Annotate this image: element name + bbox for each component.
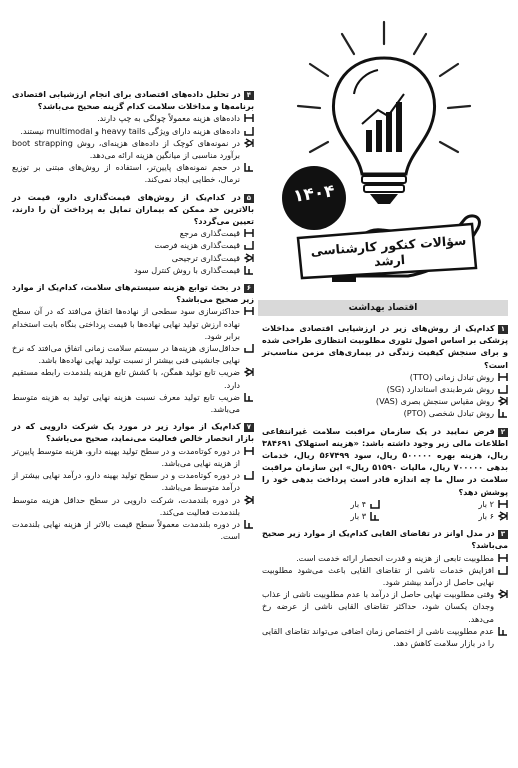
option-1[interactable]: قیمت‌گذاری مرجع <box>12 227 254 239</box>
option-3[interactable]: در دوره بلندمدت، شرکت دارویی در سطح حداقل هزینه متوسط بلندمدت فعالیت می‌کند. <box>12 494 254 518</box>
question-number: ۶ <box>244 284 254 293</box>
option-1[interactable]: داده‌های هزینه معمولاً چولگی به چپ دارند. <box>12 112 254 124</box>
option-3[interactable]: ۶ بار <box>390 510 508 522</box>
question-2 <box>262 425 508 523</box>
question-text: در مدل اوانز در تقاضای القایی کدام‌یک از موارد زیر صحیح می‌باشد؟ <box>262 528 508 551</box>
question-3 <box>262 527 508 649</box>
option-mark-2-icon <box>497 384 508 394</box>
question-number: ۳ <box>498 530 508 539</box>
question-text: کدام‌یک از موارد زیر در مورد یک شرکت دارویی که در بازار انحصار خالص فعالیت می‌نماید، صحیح می‌باشد؟ <box>12 421 254 444</box>
question-number: ۷ <box>244 423 254 432</box>
option-mark-1-icon <box>243 446 254 456</box>
option-2[interactable]: حداقل‌سازی هزینه‌ها در سیستم سلامت زمانی اتفاق می‌افتد که نرخ نهایی جانشینی فنی بیشتر از نسبت تولید نهایی نهاده‌ها باشد. <box>12 342 254 366</box>
option-mark-3-icon <box>497 396 508 406</box>
question-7 <box>12 420 254 542</box>
option-1[interactable]: حداکثرسازی سود سطحی از نهاده‌ها اتفاق می‌افتد که در آن سطح نهاده ارزش تولید نهایی نهاده‌ها با قیمت پرداختی بنگاه بابت استخدام برابر شود. <box>12 305 254 342</box>
option-mark-3-icon <box>243 367 254 377</box>
option-mark-3-icon <box>497 511 508 521</box>
option-mark-2-icon <box>369 499 380 509</box>
option-mark-2-icon <box>243 240 254 250</box>
option-mark-2-icon <box>243 126 254 136</box>
option-4[interactable]: در دوره بلندمدت معمولاً سطح قیمت بالاتر از هزینه نهایی بلندمدت است. <box>12 518 254 542</box>
question-text: کدام‌یک از روش‌های زیر در ارزشیابی اقتصادی مداخلات پزشکی بر اساس اصول تئوری مطلوبیت انتظاری طراحی شده و برای سنجش کیفیت زندگی در بیماری‌های مزمن مناسب‌تر است؟ <box>262 323 508 370</box>
question-number: ۵ <box>244 194 254 203</box>
question-number: ۴ <box>244 91 254 100</box>
exam-logo <box>258 2 508 298</box>
option-2[interactable]: افزایش خدمات ناشی از تقاضای القایی باعث می‌شود مطلوبیت نهایی حاصل از درآمد بیشتر شود. <box>262 564 508 588</box>
option-2[interactable]: در دوره کوتاه‌مدت و در سطح تولید بهینه دارو، درآمد نهایی بیشتر از درآمد متوسط می‌باشد. <box>12 469 254 493</box>
option-2[interactable]: داده‌های هزینه دارای ویژگی heavy tails و multimodal نیستند. <box>12 125 254 137</box>
logo-year: ۱۴۰۴ <box>292 181 336 207</box>
option-mark-1-icon <box>497 553 508 563</box>
option-mark-1-icon <box>243 306 254 316</box>
option-mark-2-icon <box>497 565 508 575</box>
option-mark-1-icon <box>497 499 508 509</box>
question-text: در تحلیل داده‌های اقتصادی برای انجام ارزشیابی اقتصادی برنامه‌ها و مداخلات سلامت کدام گزینه صحیح می‌باشد؟ <box>12 89 254 112</box>
option-mark-4-icon <box>243 162 254 172</box>
question-number: ۱ <box>498 325 508 334</box>
option-mark-4-icon <box>497 626 508 636</box>
option-mark-1-icon <box>243 228 254 238</box>
option-mark-2-icon <box>243 343 254 353</box>
option-1[interactable]: ۲ بار <box>390 498 508 510</box>
question-6 <box>12 281 254 415</box>
question-text: در کدام‌یک از روش‌های قیمت‌گذاری دارو، قیمت در بالاترین حد ممکن که بیماران تمایل به پرداخت آن را دارند، تعیین می‌گردد؟ <box>12 191 254 227</box>
option-1[interactable]: روش تبادل زمانی (TTO) <box>262 371 508 383</box>
option-mark-3-icon <box>243 495 254 505</box>
option-4[interactable]: ۳ بار <box>262 510 380 522</box>
option-mark-4-icon <box>243 265 254 275</box>
option-mark-4-icon <box>243 392 254 402</box>
option-4[interactable]: در حجم نمونه‌های پایین‌تر، استفاده از روش‌های مبتنی بر توزیع نرمال، خطایی ایجاد نمی‌کند. <box>12 161 254 185</box>
option-1[interactable]: مطلوبیت تابعی از هزینه و قدرت انحصار ارائه خدمت است. <box>262 552 508 564</box>
right-column <box>262 322 508 654</box>
option-3[interactable]: قیمت‌گذاری ترجیحی <box>12 252 254 264</box>
option-4[interactable]: ضریب تابع تولید معرف نسبت هزینه نهایی تولید به هزینه متوسط می‌باشد. <box>12 391 254 415</box>
option-mark-2-icon <box>243 470 254 480</box>
question-text: در بحث توابع هزینه سیستم‌های سلامت، کدام‌یک از موارد زیر صحیح می‌باشد؟ <box>12 282 254 305</box>
logo-title: سؤالات کنکور کارشناسی ارشد <box>310 232 467 270</box>
section-banner: اقتصاد بهداشت <box>258 300 508 316</box>
question-text: فرض نمایید در یک سازمان مراقبت سلامت غیرانتفاعی اطلاعات مالی زیر وجود داشته باشد: «هزینه استهلاک ۳۸۴۶۹۱ ریال، هزینه بهره ۵۰۰۰۰۰ ریال، سود ۵۶۷۴۹۹ ریال، خدمات بدهی ۷۰۰۰۰۰ ریال، مالیات ۵۱۵۹۰ ریال» این سازمان مراقبت سلامت در سال ما چه اندازه قادر است پرداخت بدهی خود را پوشش دهد؟ <box>262 425 509 497</box>
option-2[interactable]: ۴ بار <box>262 498 380 510</box>
question-5 <box>12 191 254 276</box>
option-mark-3-icon <box>243 138 254 148</box>
option-2[interactable]: روش شرط‌بندی استاندارد (SG) <box>262 383 508 395</box>
option-mark-4-icon <box>243 519 254 529</box>
option-3[interactable]: وقتی مطلوبیت نهایی حاصل از درآمد با عدم مطلوبیت ناشی از عذاب وجدان یکسان شود، حداکثر تقاضای القایی ناشی از عرضه رخ می‌دهد. <box>262 588 508 625</box>
option-mark-4-icon <box>369 511 380 521</box>
option-mark-1-icon <box>497 372 508 382</box>
option-4[interactable]: عدم مطلوبیت ناشی از اختصاص زمان اضافی می‌تواند تقاضای القایی را در بازار سلامت کاهش دهد. <box>262 625 508 649</box>
option-4[interactable]: روش تبادل شخصی (PTO) <box>262 407 508 419</box>
option-3[interactable]: در نمونه‌های کوچک از داده‌های هزینه‌ای، روش boot strapping برآورد مناسبی از میانگین هزینه ارائه می‌دهد. <box>12 137 254 161</box>
option-mark-3-icon <box>243 253 254 263</box>
option-1[interactable]: در دوره کوتاه‌مدت و در سطح تولید بهینه دارو، هزینه متوسط پایین‌تر از هزینه نهایی می‌باشد. <box>12 445 254 469</box>
question-1 <box>262 322 508 420</box>
question-number: ۲ <box>498 428 508 437</box>
option-4[interactable]: قیمت‌گذاری با روش کنترل سود <box>12 264 254 276</box>
option-3[interactable]: روش مقیاس سنجش بصری (VAS) <box>262 395 508 407</box>
option-mark-4-icon <box>497 408 508 418</box>
question-4 <box>12 88 254 186</box>
option-mark-3-icon <box>497 589 508 599</box>
option-mark-1-icon <box>243 113 254 123</box>
left-column <box>12 88 254 547</box>
option-3[interactable]: ضریب تابع تولید همگن، با کشش تابع هزینه بلندمدت رابطه مستقیم دارد. <box>12 366 254 390</box>
option-2[interactable]: قیمت‌گذاری هزینه فرصت <box>12 239 254 251</box>
